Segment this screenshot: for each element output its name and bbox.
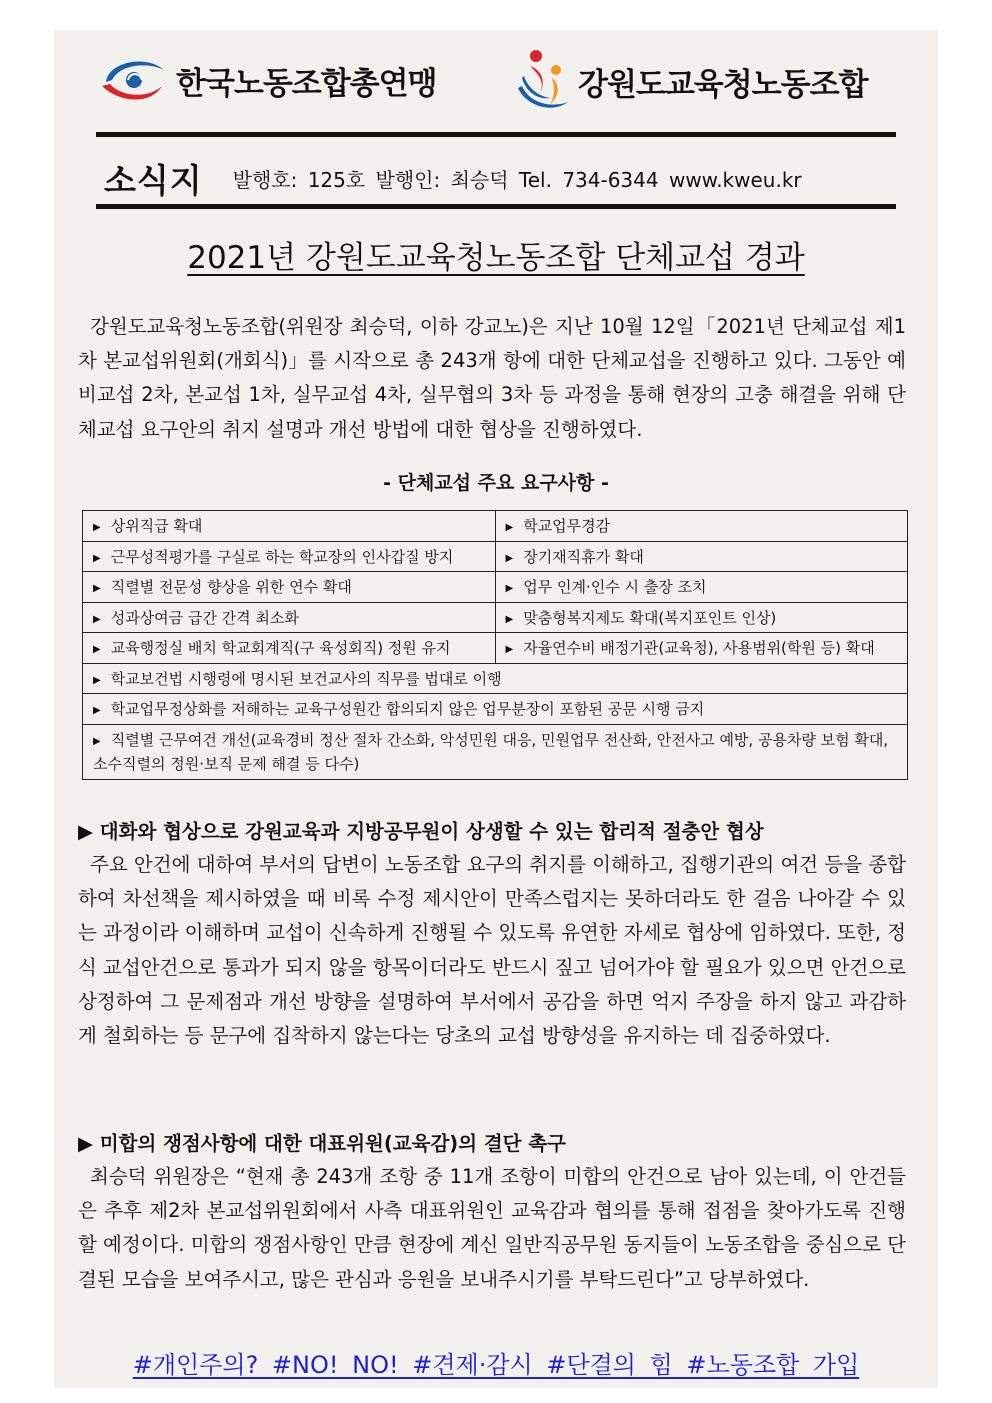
header bbox=[54, 30, 938, 140]
requirement-cell bbox=[495, 633, 908, 664]
requirement-text: 상위직급 확대 bbox=[110, 517, 203, 536]
requirement-text: 장기재직휴가 확대 bbox=[523, 547, 644, 566]
requirement-cell bbox=[83, 633, 496, 664]
requirement-cell bbox=[83, 511, 496, 542]
table-row bbox=[83, 633, 908, 664]
requirement-text: 업무 인계·인수 시 출장 조치 bbox=[523, 578, 707, 597]
kweu-emblem-icon bbox=[516, 48, 570, 114]
table-row bbox=[83, 724, 908, 779]
masthead-bottom-rule bbox=[96, 204, 896, 209]
bullet-arrow-icon: ▶ bbox=[93, 522, 101, 534]
requirement-text: 맞춤형복지제도 확대(복지포인트 인상) bbox=[523, 608, 777, 627]
bullet-arrow-icon: ▶ bbox=[93, 552, 101, 564]
requirements-table bbox=[82, 510, 908, 780]
masthead bbox=[104, 154, 894, 202]
masthead-top-rule bbox=[96, 132, 896, 137]
section1-body: 주요 안건에 대하여 부서의 답변이 노동조합 요구의 취지를 이해하고, 집행기관의 여건 등을 종합하여 차선책을 제시하였을 때 비록 수정 제시안이 만족스럽지는 못하더라도 한 걸음 나아갈 수 있는 과정이라 이해하며 교섭이 신속하게 진행될 수 있도록 유연한 자세로 협상에 임하였다. 또한, 정식 교섭안건으로 통과가 되지 않을 항목이더라도 반드시 짚고 넘어가야 할 필요가 있으면 안건으로 상정하여 그 문제점과 개선 방향을 설명하여 부서에서 공감을 하면 억지 주장을 하지 않고 과감하게 철회하는 등 문구에 집착하지 않는다는 당초의 교섭 방향성을 유지하는 데 집중하였다. bbox=[78, 853, 906, 1048]
requirement-cell bbox=[83, 602, 496, 633]
bullet-arrow-icon: ▶ bbox=[93, 583, 101, 595]
bullet-arrow-icon: ▶ bbox=[93, 705, 101, 717]
requirement-text: 직렬별 근무여건 개선(교육경비 정산 절차 간소화, 악성민원 대응, 민원업무 전산화, 안전사고 예방, 공용차량 보험 확대, 소수직렬의 정원·보직 문제 해결 등 다수) bbox=[93, 730, 889, 773]
bullet-arrow-icon: ▶ bbox=[93, 613, 101, 625]
table-row bbox=[83, 602, 908, 633]
requirement-cell bbox=[83, 694, 908, 725]
article-title: 2021년 강원도교육청노동조합 단체교섭 경과 bbox=[187, 240, 805, 276]
table-row bbox=[83, 694, 908, 725]
newsletter-label: 소식지 bbox=[104, 160, 203, 200]
fktu-emblem-icon bbox=[98, 52, 168, 108]
section2-body: 최승덕 위원장은 “현재 총 243개 조항 중 11개 조항이 미합의 안건으로 남아 있는데, 이 안건들은 추후 제2차 본교섭위원회에서 사측 대표위원인 교육감과 협의를 통해 접점을 찾아가도록 진행할 예정이다. 미합의 쟁점사항인 만큼 현장에 계신 일반직공무원 동지들이 노동조합을 중심으로 단결된 모습을 보여주시고, 많은 관심과 응원을 보내주시기를 부탁드린다”고 당부하였다. bbox=[78, 1165, 906, 1291]
intro-paragraph: 강원도교육청노동조합(위원장 최승덕, 이하 강교노)은 지난 10월 12일「2021년 단체교섭 제1차 본교섭위원회(개회식)」를 시작으로 총 243개 항에 대한 단체교섭을 진행하고 있다. 그동안 예비교섭 2차, 본교섭 1차, 실무교섭 4차, 실무협의 3차 등 과정을 통해 현장의 고충 해결을 위해 단체교섭 요구안의 취지 설명과 개선 방법에 대한 협상을 진행하였다. bbox=[78, 315, 906, 441]
hashtag-line: #개인주의? #NO! NO! #견제·감시 #단결의 힘 #노동조합 가입 bbox=[132, 1351, 860, 1379]
bullet-arrow-icon: ▶ bbox=[505, 522, 514, 534]
requirement-cell bbox=[83, 572, 496, 603]
kweu-name: 강원도교육청노동조합 bbox=[578, 66, 868, 103]
requirement-cell bbox=[83, 541, 496, 572]
table-row bbox=[83, 663, 908, 694]
bullet-arrow-icon: ▶ bbox=[505, 552, 514, 564]
table-row bbox=[83, 572, 908, 603]
requirement-text: 근무성적평가를 구실로 하는 학교장의 인사갑질 방지 bbox=[110, 547, 454, 566]
bullet-arrow-icon: ▶ bbox=[93, 674, 101, 686]
bullet-arrow-icon: ▶ bbox=[505, 613, 514, 625]
table-row bbox=[83, 541, 908, 572]
kweu-logo bbox=[516, 48, 867, 114]
section1-title: ▶ 대화와 협상으로 강원교육과 지방공무원이 상생할 수 있는 합리적 절충안 협상 bbox=[78, 820, 764, 843]
requirement-text: 교육행정실 배치 학교회계직(구 육성회직) 정원 유지 bbox=[110, 639, 451, 658]
requirement-cell bbox=[495, 511, 908, 542]
requirements-heading: - 단체교섭 주요 요구사항 - bbox=[383, 472, 609, 494]
requirement-cell bbox=[495, 572, 908, 603]
newsletter-page bbox=[54, 30, 938, 1388]
section2-title: ▶ 미합의 쟁점사항에 대한 대표위원(교육감)의 결단 촉구 bbox=[78, 1132, 566, 1155]
requirement-cell bbox=[83, 724, 908, 779]
requirement-text: 자율연수비 배정기관(교육청), 사용범위(학원 등) 확대 bbox=[523, 639, 875, 658]
bullet-arrow-icon: ▶ bbox=[93, 735, 101, 747]
bullet-arrow-icon: ▶ bbox=[505, 583, 514, 595]
fktu-name: 한국노동조합총연맹 bbox=[176, 65, 437, 102]
requirement-text: 학교업무정상화를 저해하는 교육구성원간 합의되지 않은 업무분장이 포함된 공문 시행 금지 bbox=[110, 700, 705, 719]
requirement-cell bbox=[495, 541, 908, 572]
requirement-text: 성과상여금 급간 간격 최소화 bbox=[110, 608, 299, 627]
bullet-arrow-icon: ▶ bbox=[505, 644, 514, 656]
requirement-text: 직렬별 전문성 향상을 위한 연수 확대 bbox=[110, 578, 352, 597]
table-row bbox=[83, 511, 908, 542]
requirement-cell bbox=[83, 663, 908, 694]
issue-info: 발행호: 125호 발행인: 최승덕 Tel. 734-6344 www.kweu.kr bbox=[232, 167, 802, 192]
fktu-logo bbox=[98, 52, 437, 108]
requirement-text: 학교업무경감 bbox=[523, 517, 611, 536]
requirement-cell bbox=[495, 602, 908, 633]
requirement-text: 학교보건법 시행령에 명시된 보건교사의 직무를 법대로 이행 bbox=[110, 669, 502, 688]
bullet-arrow-icon: ▶ bbox=[93, 644, 101, 656]
